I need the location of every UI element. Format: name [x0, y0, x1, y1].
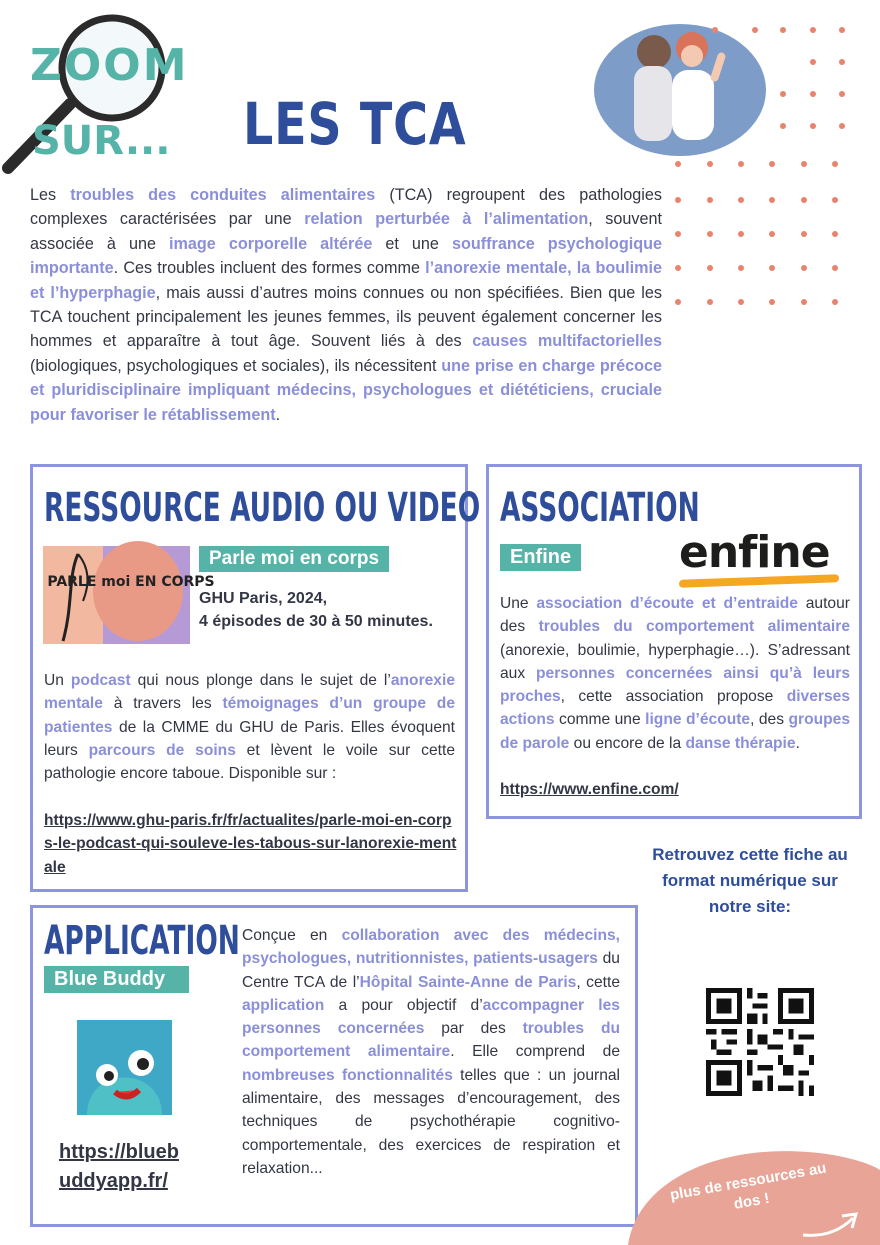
association-description: Une association d’écoute et d’entraide autour des troubles du comportement alimentaire (anorexie, boulimie, hyperphagie…). S’adressant aux personnes concernées ainsi qu’à leurs proches, cette association propose diverses actions comme une ligne d’écoute, des groupes de parole ou encore de la danse thérapie.: [500, 595, 851, 752]
dot-pattern: [670, 22, 870, 312]
zoom-wordmark: ZOOM: [30, 40, 189, 91]
media-meta: [199, 587, 459, 633]
sur-wordmark: SUR...: [32, 118, 171, 164]
more-resources-note[interactable]: plus de ressources au dos !: [668, 1159, 828, 1213]
association-link[interactable]: https://www.enfine.com/: [500, 781, 679, 798]
page-title: LES TCA: [243, 90, 467, 158]
media-link[interactable]: https://www.ghu-paris.fr/fr/actualites/parle-moi-en-corps-le-podcast-qui-souleve-les-tabous-sur-lanorexie-mentale: [44, 812, 457, 876]
application-description: Conçue en collaboration avec des médecins, psychologues, nutritionnistes, patients-usagers du Centre TCA de l’Hôpital Sainte-Anne de Paris, cette application a pour objectif d’accompagner les personnes concernées par des troubles du comportement alimentaire. Elle comprend de nombreuses fonctionnalités telles que : un journal alimentaire, des messages d’encouragement, des techniques de psychothérapie cognitivo-comportementale, des exercices de respiration et relaxation...: [242, 927, 621, 1177]
association-card: [486, 464, 862, 819]
enfine-logo: [679, 529, 839, 589]
blue-buddy-app-icon: [77, 1020, 172, 1115]
application-tag: Blue Buddy: [44, 966, 189, 993]
enfine-logo-text: enfine: [679, 527, 830, 578]
media-meta-line2: 4 épisodes de 30 à 50 minutes.: [199, 613, 433, 630]
media-section-title: RESSOURCE AUDIO OU VIDEO: [44, 485, 481, 531]
media-tag: Parle moi en corps: [199, 546, 389, 572]
podcast-cover-image: [43, 546, 215, 644]
qr-caption: Retrouvez cette fiche au format numérique sur notre site:: [652, 845, 848, 916]
association-section-title: ASSOCIATION: [500, 485, 700, 531]
intro-paragraph: Les troubles des conduites alimentaires (TCA) regroupent des pathologies complexes caractérisées par une relation perturbée à l’alimentation, souvent associée à une image corporelle altérée et une souffrance psychologique importante. Ces troubles incluent des formes comme l’anorexie mentale, la boulimie et l’hyperphagie, mais aussi d’autres moins connues ou non spécifiées. Bien que les TCA touchent principalement les jeunes femmes, ils peuvent également concerner les hommes et apparaître à tout âge. Souvent liés à des causes multifactorielles (biologiques, psychologiques et sociales), ils nécessitent une prise en charge précoce et pluridisciplinaire impliquant médecins, psychologues et diététiciens, cruciale pour favoriser le rétablissement.: [30, 186, 663, 424]
dot-grid-top: [675, 27, 845, 305]
podcast-cover-lettering: PARLE moi EN CORPS: [47, 574, 215, 590]
application-card: [30, 905, 638, 1227]
qr-code[interactable]: [706, 988, 814, 1096]
media-description: Un podcast qui nous plonge dans le sujet de l’anorexie mentale à travers les témoignages d’un groupe de patientes de la CMME du GHU de Paris. Elles évoquent leurs parcours de soins et lèvent le voile sur cette pathologie encore taboue. Disponible sur :: [44, 672, 455, 783]
media-meta-line1: GHU Paris, 2024,: [199, 590, 328, 607]
application-link[interactable]: https://bluebuddyapp.fr/: [59, 1141, 179, 1192]
application-section-title: APPLICATION: [44, 918, 240, 964]
association-tag: Enfine: [500, 544, 581, 571]
media-resource-card: [30, 464, 481, 892]
